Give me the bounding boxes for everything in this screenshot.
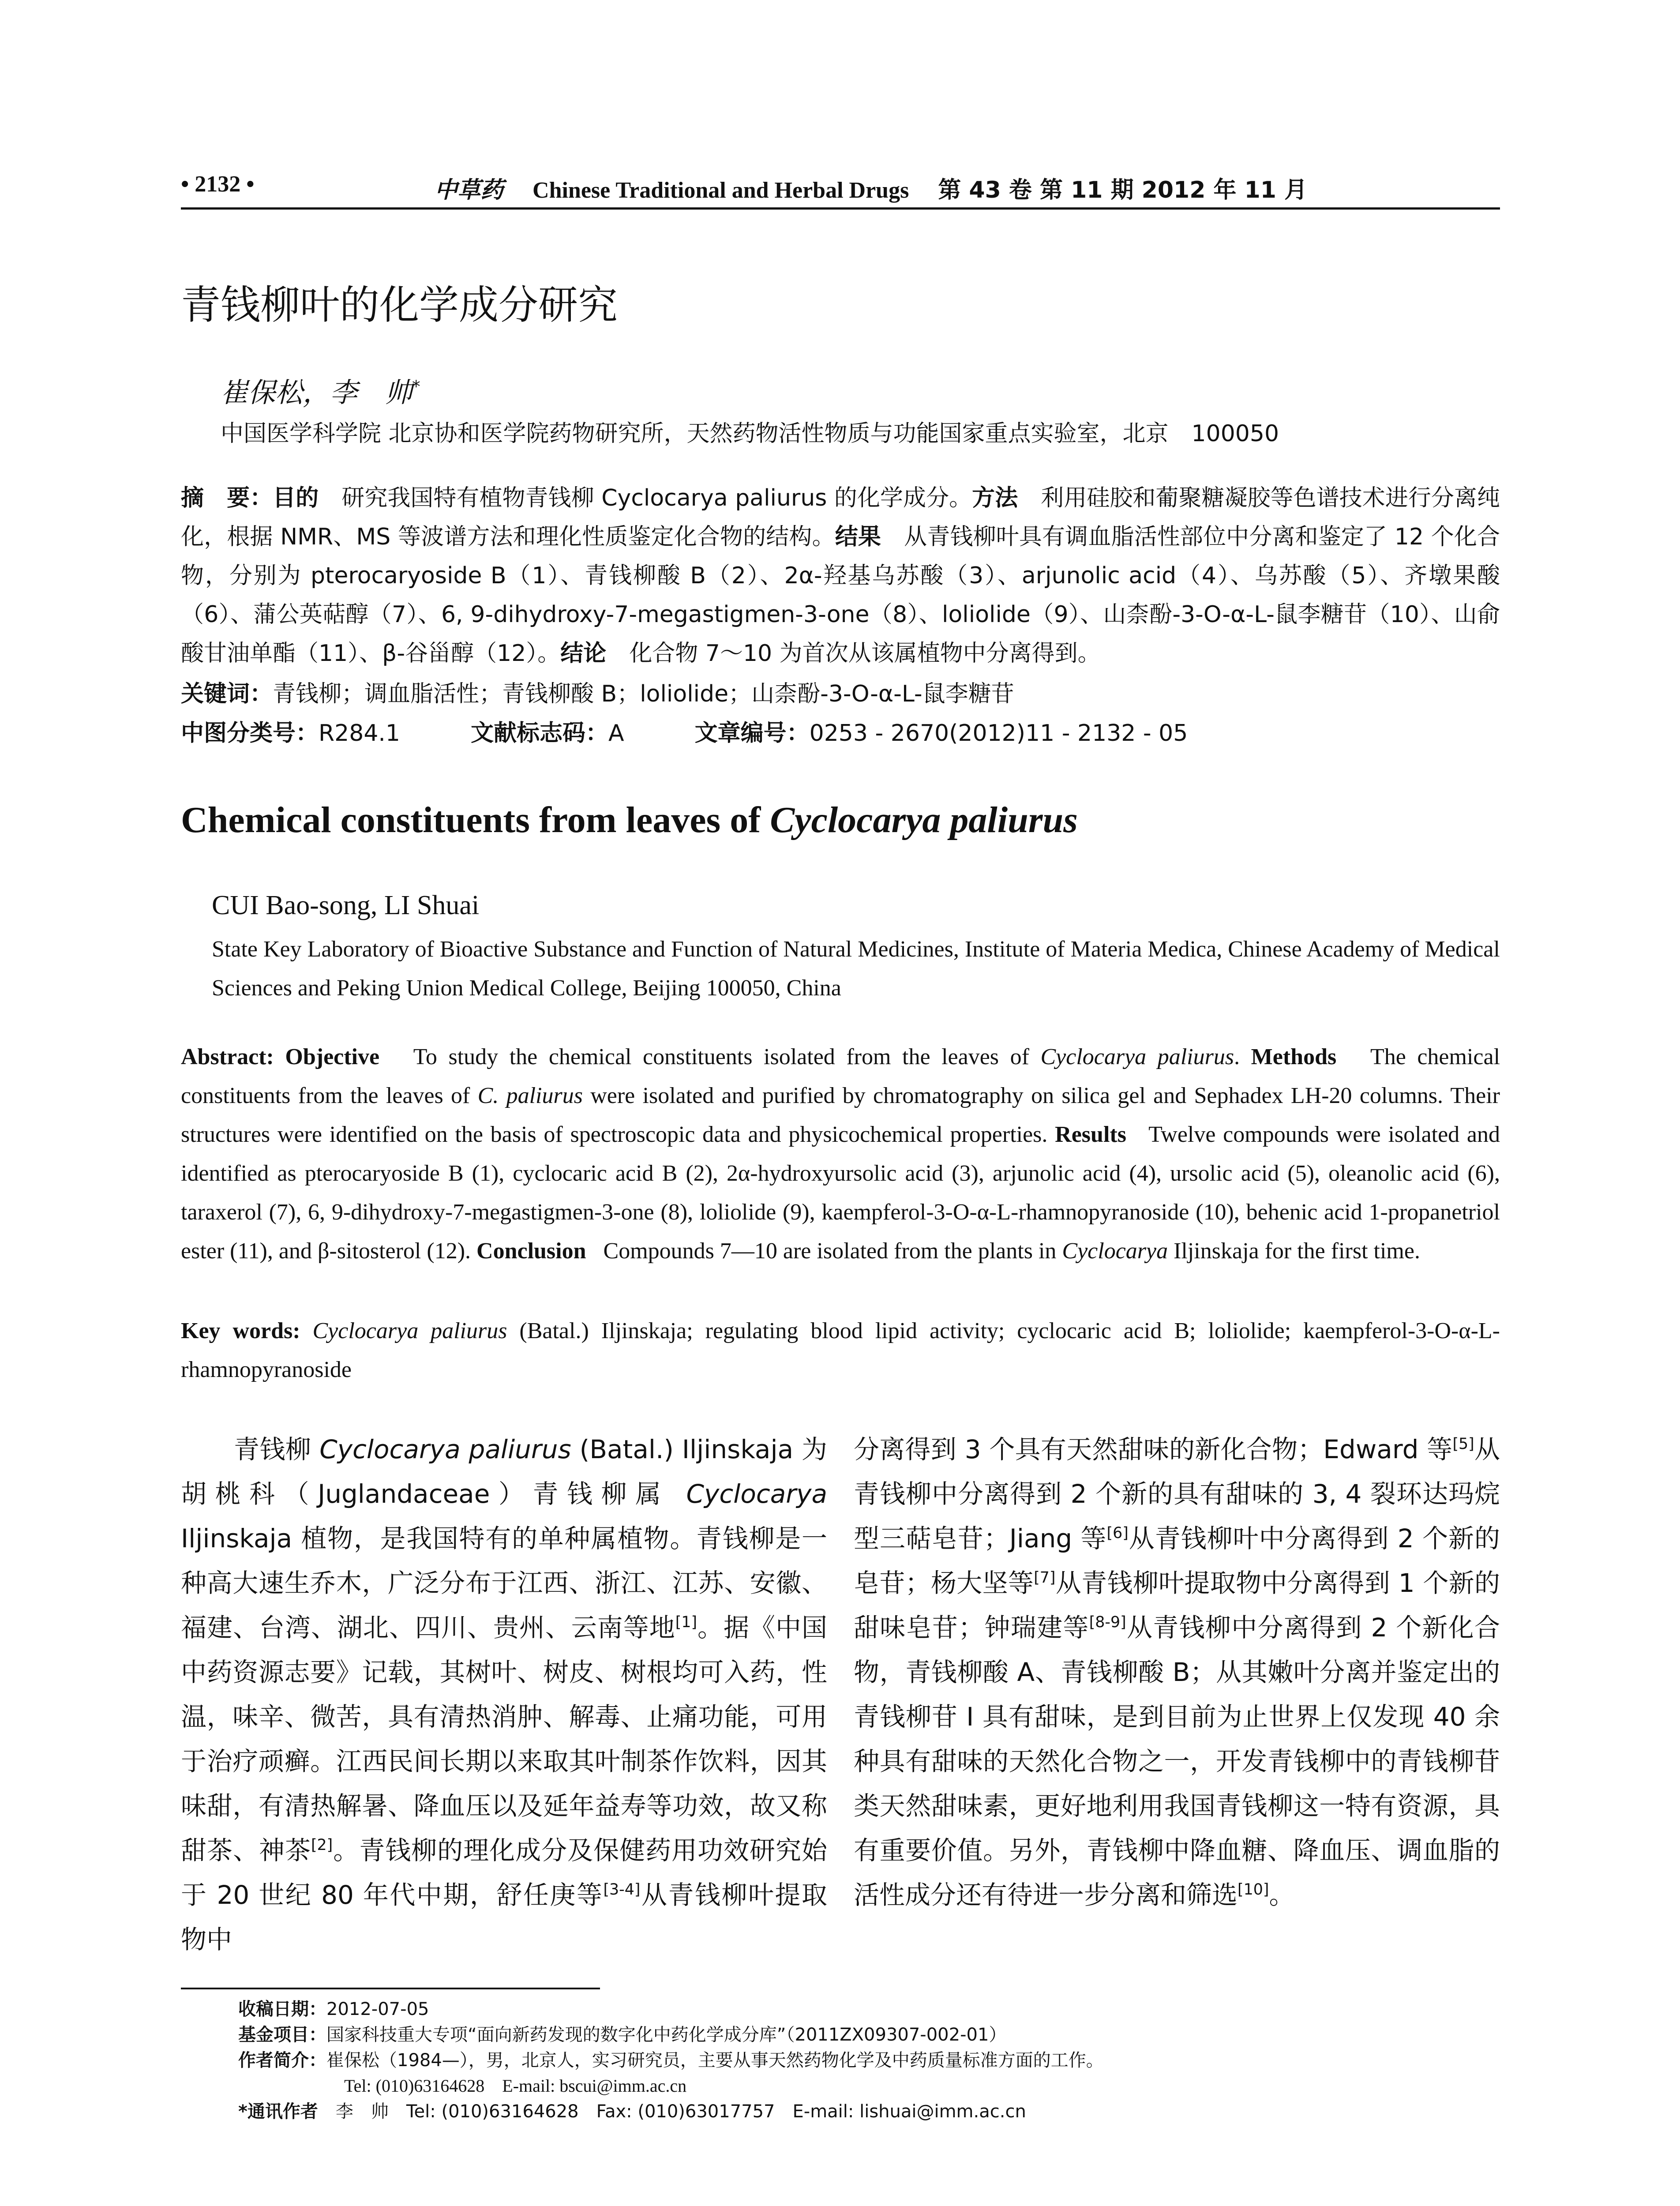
- citation: [3-4]: [603, 1881, 641, 1899]
- citation: [10]: [1238, 1881, 1269, 1899]
- abstract-cn-methods-label: 方法: [972, 485, 1018, 511]
- footnote-corresponding: *通讯作者 李 帅 Tel: (010)63164628 Fax: (010)63017757 E-mail: lishuai@imm.ac.cn: [238, 2101, 1026, 2122]
- citation: [5]: [1452, 1435, 1474, 1453]
- abstract-en: Abstract: Objective To study the chemical constituents isolated from the leaves of Cyclocarya paliurus. Methods The chemical constituents from the leaves of C. paliurus were isolated and purified by chromatography on silica gel and Sephadex LH-20 columns. Their structures were identified on the basis of spectroscopic data and physicochemical properties. Results Twelve compounds were isolated and identified as pterocaryoside B (1), cyclocaric acid B (2), 2α-hydroxyursolic acid (3), arjunolic acid (4), ursolic acid (5), oleanolic acid (6), taraxerol (7), 6, 9-dihydroxy-7-megastigmen-3-one (8), loliolide (9), kaempferol-3-O-α-L-rhamnopyranoside (10), behenic acid 1-propanetriol ester (11), and β-sitosterol (12). Conclusion Compounds 7—10 are isolated from the plants in Cyclocarya Iljinskaja for the first time.: [181, 1044, 1500, 1264]
- citation: [2]: [311, 1836, 333, 1854]
- abstract-cn: 摘 要：目的 研究我国特有植物青钱柳 Cyclocarya paliurus 的化学成分。方法 利用硅胶和葡聚糖凝胶等色谱技术进行分离纯化，根据 NMR、MS 等波谱方法和理化性质鉴定化合物的结构。结果 从青钱柳叶具有调血脂活性部位中分离和鉴定了 12 个化合物，分别为 pterocaryoside B（1）、青钱柳酸 B（2）、2α-羟基乌苏酸（3）、arjunolic acid（4）、乌苏酸（5）、齐墩果酸（6）、蒲公英萜醇（7）、6, 9-dihydroxy-7-megastigmen-3-one（8）、loliolide（9）、山柰酚-3-O-α-L-鼠李糖苷（10）、山俞酸甘油单酯（11）、β-谷甾醇（12）。结论 化合物 7～10 为首次从该属植物中分离得到。: [181, 485, 1500, 667]
- authors-en: CUI Bao-song, LI Shuai: [212, 890, 480, 920]
- body-column-right: 分离得到 3 个具有天然甜味的新化合物；Edward 等[5]从青钱柳中分离得到 2 个新的具有甜味的 3, 4 裂环达玛烷型三萜皂苷；Jiang 等[6]从青钱柳叶中分离得到 2 个新的皂苷；杨大坚等[7]从青钱柳叶提取物中分离得到 1 个新的甜味皂苷；钟瑞建等[8-9]从青钱柳中分离得到 2 个新化合物，青钱柳酸 A、青钱柳酸 B；从其嫩叶分离并鉴定出的青钱柳苷 I 具有甜味，是到目前为止世界上仅发现 40 余种具有甜味的天然化合物之一，开发青钱柳中的青钱柳苷类天然甜味素，更好地利用我国青钱柳这一特有资源，具有重要价值。另外，青钱柳中降血糖、降血压、调血脂的活性成分还有待进一步分离和筛选[10]。: [854, 1434, 1500, 1910]
- page-number: • 2132 •: [181, 172, 255, 197]
- footnote-author-contact: Tel: (010)63164628 E-mail: bscui@imm.ac.cn: [344, 2076, 687, 2096]
- abstract-cn-objective-label: 目的: [273, 485, 319, 511]
- body-column-left: 青钱柳 Cyclocarya paliurus (Batal.) Iljinskaja 为胡桃科（Juglandaceae）青钱柳属 Cyclocarya Iljinskaja 植物，是我国特有的单种属植物。青钱柳是一种高大速生乔木，广泛分布于江西、浙江、江苏、安徽、福建、台湾、湖北、四川、贵州、云南等地[1]。据《中国中药资源志要》记载，其树叶、树皮、树根均可入药，性温，味辛、微苦，具有清热消肿、解毒、止痛功能，可用于治疗顽癣。江西民间长期以来取其叶制茶作饮料，因其味甜，有清热解暑、降血压以及延年益寿等功效，故又称甜茶、神茶[2]。青钱柳的理化成分及保健药用功效研究始于 20 世纪 80 年代中期，舒任庚等[3-4]从青钱柳叶提取物中: [181, 1434, 827, 1955]
- header-rule: [181, 207, 1500, 210]
- authors-cn: 崔保松，李 帅*: [221, 376, 420, 409]
- classification-line: 中图分类号：R284.1 文献标志码：A 文章编号：0253 - 2670(2012)11 - 2132 - 05: [181, 720, 1188, 747]
- citation: [1]: [675, 1613, 698, 1632]
- title-en: Chemical constituents from leaves of Cyclocarya paliurus: [181, 799, 1078, 840]
- citation: [7]: [1034, 1569, 1056, 1587]
- abstract-cn-label: 摘 要：: [181, 485, 273, 511]
- keywords-cn: 关键词：青钱柳；调血脂活性；青钱柳酸 B；loliolide；山柰酚-3-O-α-L-鼠李糖苷: [181, 681, 1014, 707]
- journal-name-en: Chinese Traditional and Herbal Drugs: [532, 178, 909, 203]
- footnote-fund: 基金项目：国家科技重大专项“面向新药发现的数字化中药化学成分库”（2011ZX09307-002-01）: [238, 2025, 1007, 2045]
- title-cn: 青钱柳叶的化学成分研究: [181, 282, 618, 328]
- keywords-en: Key words: Cyclocarya paliurus (Batal.) Iljinskaja; regulating blood lipid activity; cyclocaric acid B; loliolide; kaempferol-3-O-α-L-rhamnopyranoside: [181, 1318, 1500, 1382]
- footnote-rule: [181, 1988, 600, 1989]
- journal-name-cn: 中草药: [435, 177, 504, 203]
- footnote-author-bio: 作者简介：崔保松（1984—），男，北京人，实习研究员，主要从事天然药物化学及中药质量标准方面的工作。: [238, 2050, 1104, 2071]
- footnote-received: 收稿日期：2012-07-05: [238, 1999, 429, 2019]
- affiliation-cn: 中国医学科学院 北京协和医学院药物研究所，天然药物活性物质与功能国家重点实验室，北京 100050: [221, 420, 1279, 447]
- citation: [6]: [1106, 1524, 1129, 1542]
- journal-header: [435, 171, 1307, 204]
- affiliation-en: State Key Laboratory of Bioactive Substance and Function of Natural Medicines, Institute of Materia Medica, Chinese Academy of Medical Sciences and Peking Union Medical College, Beijing 100050, China: [212, 937, 1500, 1001]
- abstract-cn-conclusion-label: 结论: [560, 640, 607, 667]
- abstract-cn-results-label: 结果: [835, 524, 881, 550]
- citation: [8-9]: [1089, 1613, 1126, 1632]
- journal-issue: 第 43 卷 第 11 期 2012 年 11 月: [938, 177, 1308, 203]
